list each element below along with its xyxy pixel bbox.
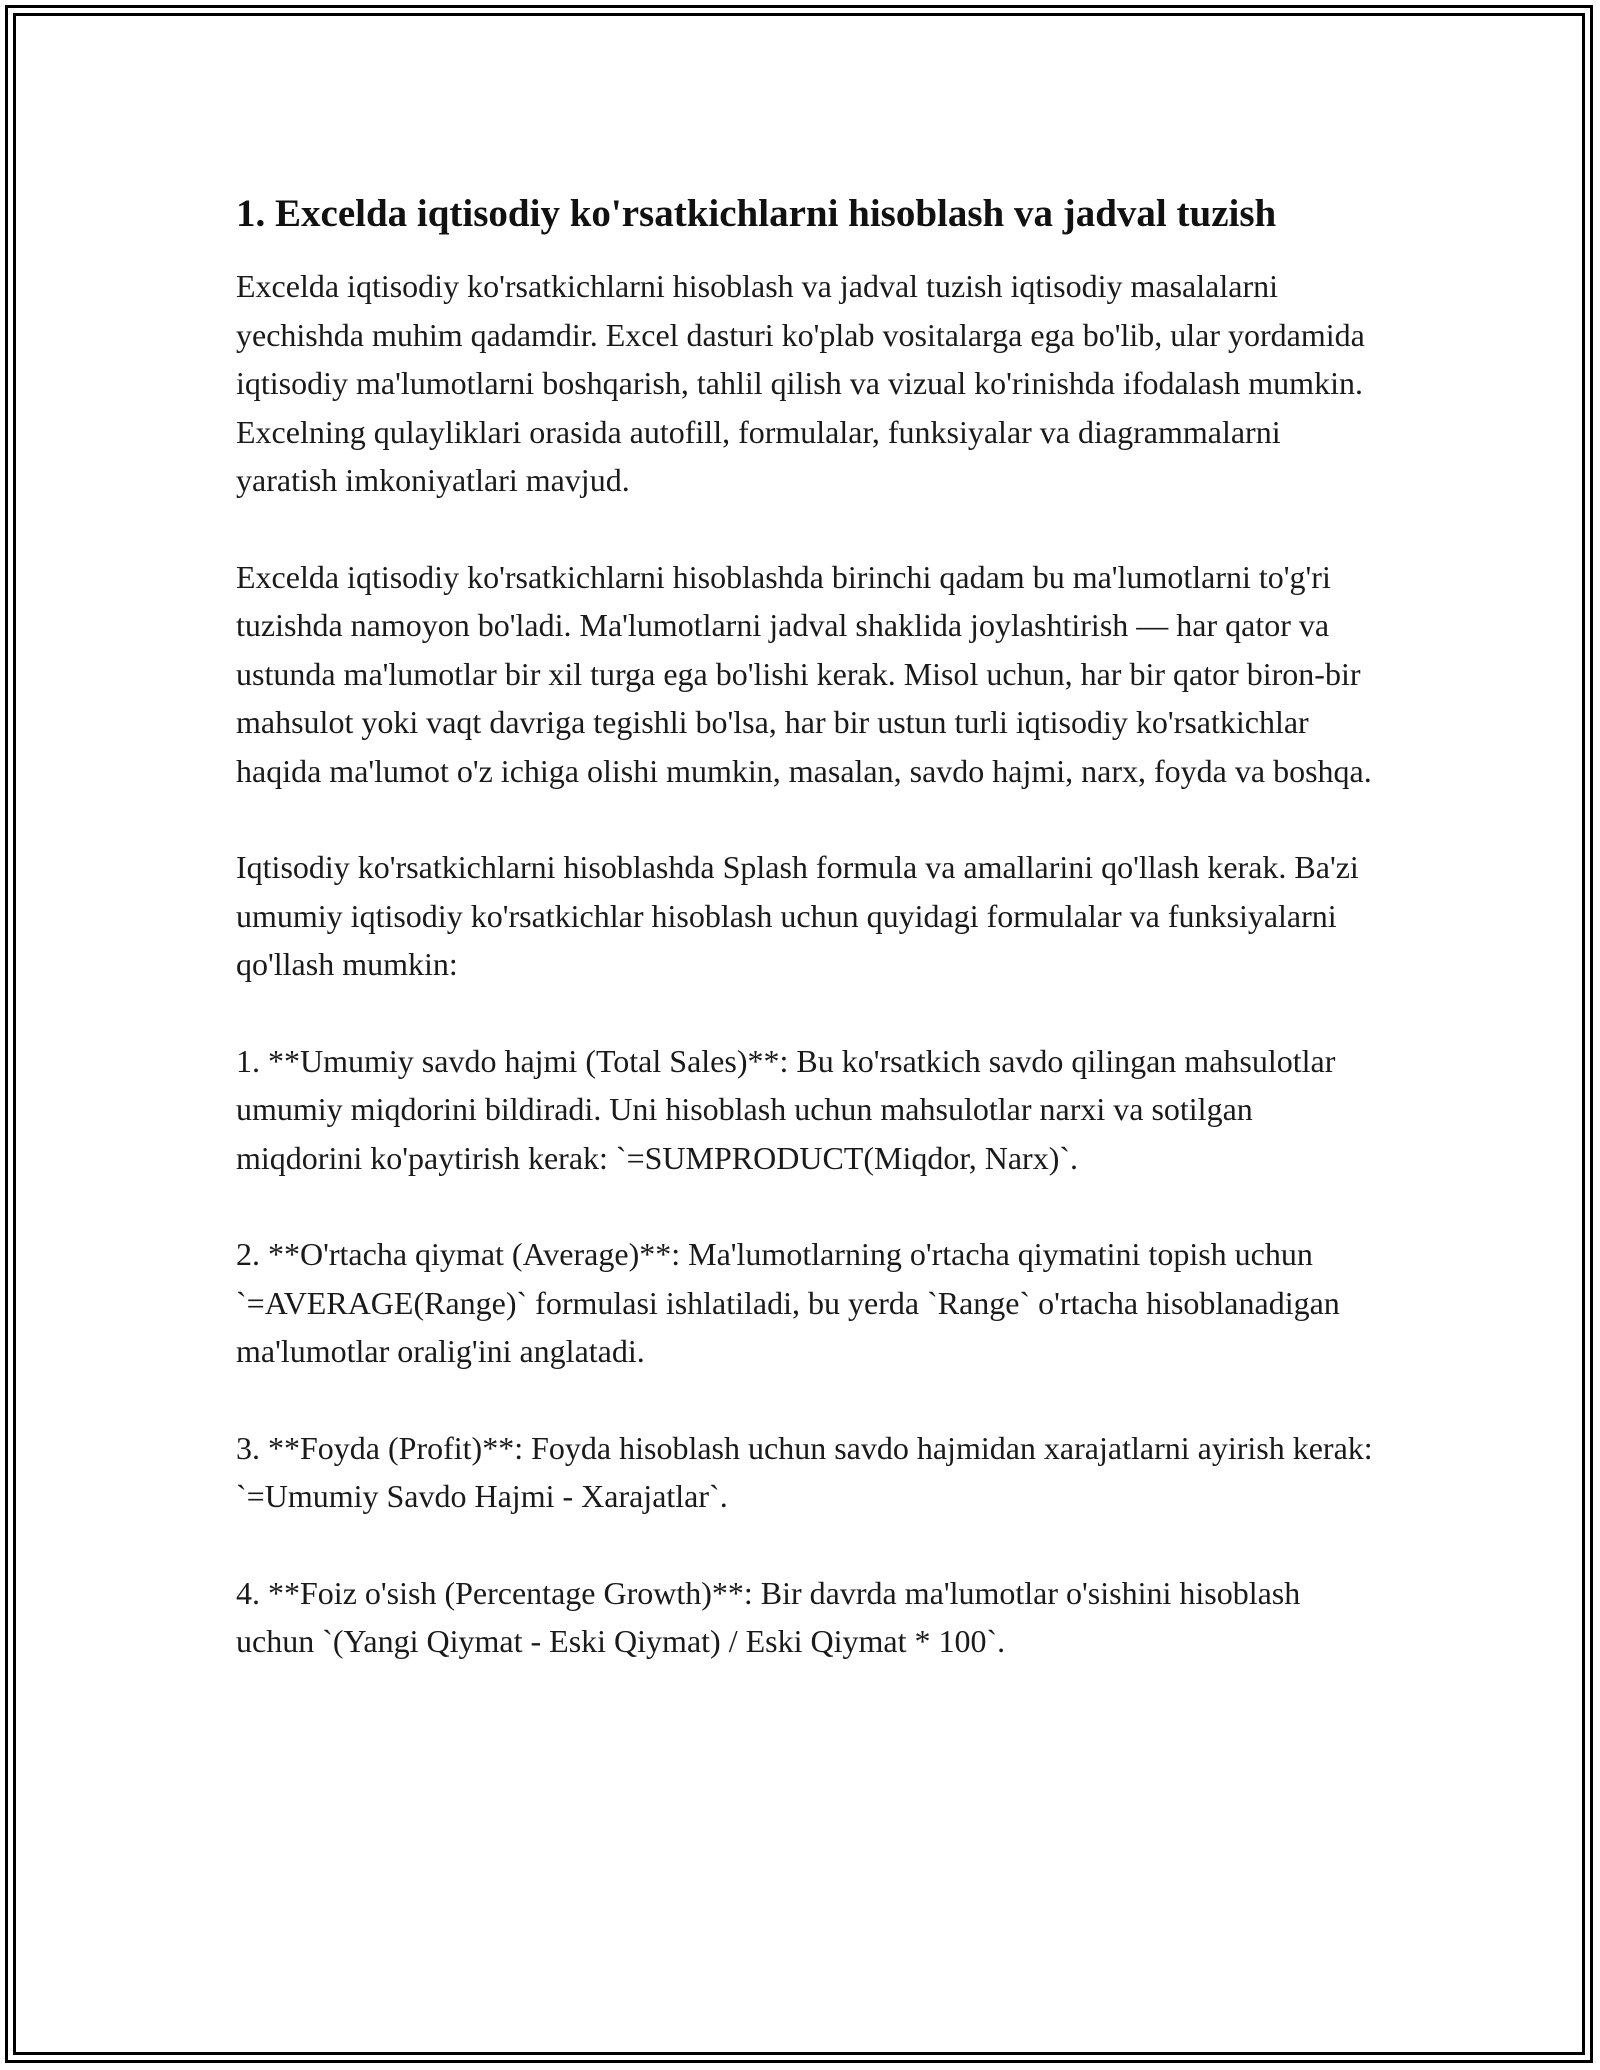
paragraph-data-structure: Excelda iqtisodiy ko'rsatkichlarni hisoblashda birinchi qadam bu ma'lumotlarni to'g'ri tuzishda namoyon bo'ladi. Ma'lumotlarni jadval shaklida joylashtirish — har qator va ustunda ma'lumotlar bir xil turga ega bo'lishi kerak. Misol uchun, har bir qator biron-bir mahsulot yoki vaqt davriga tegishli bo'lsa, har bir ustun turli iqtisodiy ko'rsatkichlar haqida ma'lumot o'z ichiga olishi mumkin, masalan, savdo hajmi, narx, foyda va boshqa.: [236, 558, 1372, 789]
list-item-average: 2. **O'rtacha qiymat (Average)**: Ma'lumotlarning o'rtacha qiymatini topish uchun `=AVERAGE(Range)` formulasi ishlatiladi, bu yerda `Range` o'rtacha hisoblanadigan ma'lumotlar oralig'ini anglatadi.: [236, 1236, 1340, 1369]
list-item-profit: 3. **Foyda (Profit)**: Foyda hisoblash uchun savdo hajmidan xarajatlarni ayirish kerak: `=Umumiy Savdo Hajmi - Xarajatlar`.: [236, 1429, 1373, 1514]
paragraph-formulas-intro: Iqtisodiy ko'rsatkichlarni hisoblashda Splash formula va amallarini qo'llash kerak. Ba'zi umumiy iqtisodiy ko'rsatkichlar hisoblash uchun quyidagi formulalar va funksiyalarni qo'llash mumkin:: [236, 849, 1359, 982]
section-heading: 1. Excelda iqtisodiy ko'rsatkichlarni hisoblash va jadval tuzish: [236, 192, 1277, 235]
list-item-total-sales: 1. **Umumiy savdo hajmi (Total Sales)**: Bu ko'rsatkich savdo qilingan mahsulotlar umumiy miqdorini bildiradi. Uni hisoblash uchun mahsulotlar narxi va sotilgan miqdorini ko'paytirish kerak: `=SUMPRODUCT(Miqdor, Narx)`.: [236, 1042, 1336, 1176]
document-body: [236, 186, 1386, 1666]
paragraph-intro: Excelda iqtisodiy ko'rsatkichlarni hisoblash va jadval tuzish iqtisodiy masalalarni yechishda muhim qadamdir. Excel dasturi ko'plab vositalarga ega bo'lib, ular yordamida iqtisodiy ma'lumotlarni boshqarish, tahlil qilish va vizual ko'rinishda ifodalash mumkin. Excelning qulayliklari orasida autofill, formulalar, funksiyalar va diagrammalarni yaratish imkoniyatlari mavjud.: [236, 268, 1365, 498]
list-item-percentage-growth: 4. **Foiz o'sish (Percentage Growth)**: Bir davrda ma'lumotlar o'sishini hisoblash uchun `(Yangi Qiymat - Eski Qiymat) / Eski Qiymat * 100`.: [236, 1574, 1301, 1659]
